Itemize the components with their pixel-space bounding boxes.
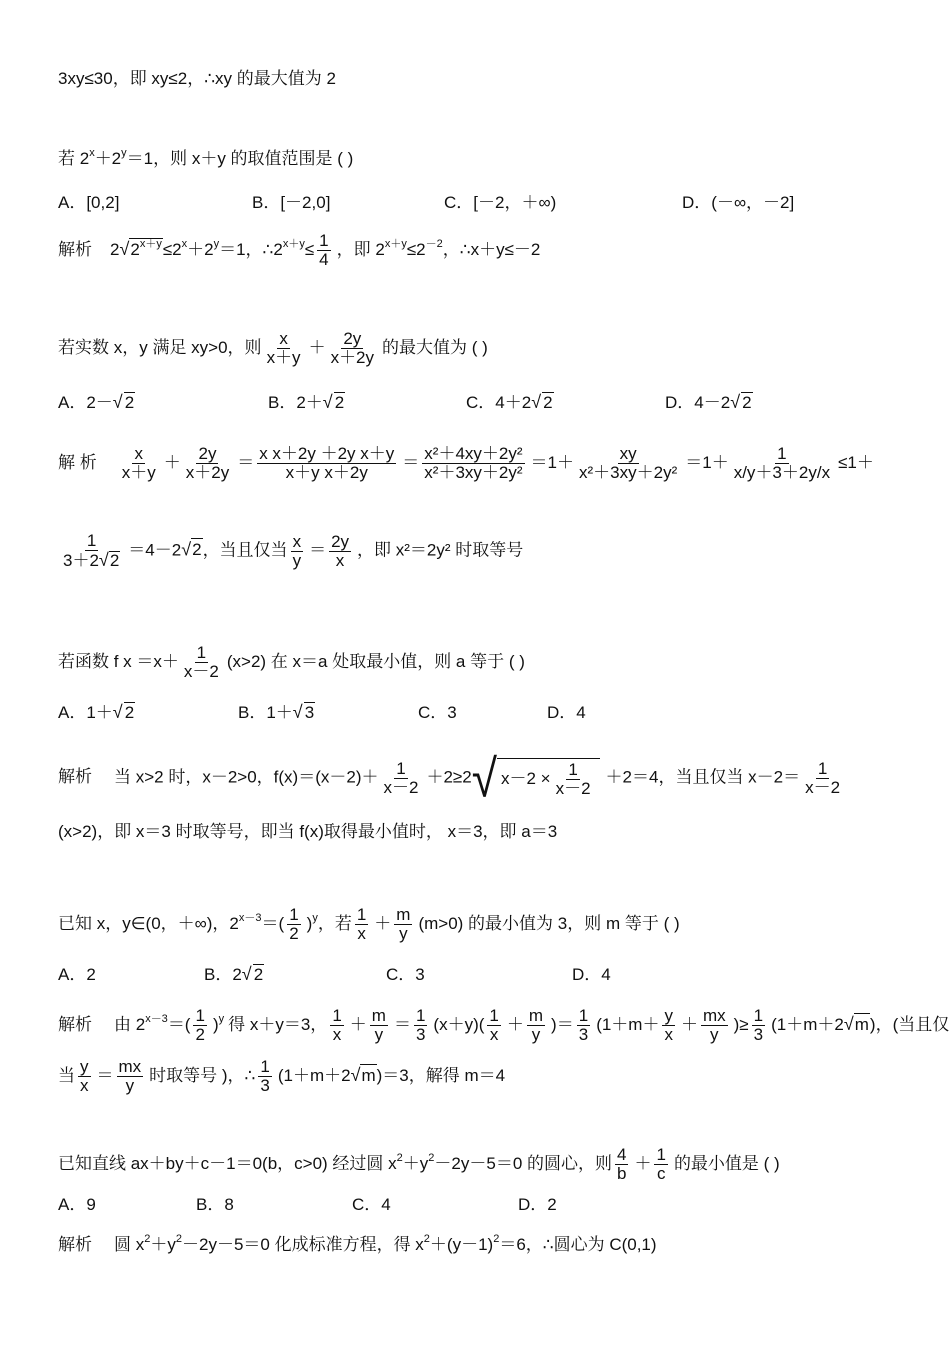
q4-f1-den: x (357, 924, 366, 943)
q4-option-d: D．4 (572, 965, 611, 984)
q1-sol-c: ＋2 (187, 239, 214, 259)
q2-eq3: ＝1＋ (530, 452, 574, 472)
q5-stem-c: －2y－5＝0 的圆心，则 (434, 1153, 612, 1173)
q2-frac-2 (329, 330, 376, 367)
q1-stem (58, 148, 353, 170)
q2-s-f2-num: 2y (198, 444, 217, 463)
q1-stem-a: 若 2 (58, 149, 90, 168)
q4-solution-line2: 当 $\frac{y}{x}$ ＝ $\frac{mx}{y}$ 时取等号 )，∴ $\frac{1}{3}$ (1＋m＋2√m)＝3，解得 m＝4 (58, 1057, 506, 1095)
q4-l2-fyx-den: x (80, 1076, 89, 1095)
q4-f2-num: m (396, 905, 411, 924)
q2-opt-c-text: C．4＋2 (466, 393, 532, 412)
q2-l2-f-den-rad: 2 (109, 551, 120, 570)
q2-option-d: D．4－2√ 2 (665, 392, 752, 412)
q4-stem-f: (m>0) 的最小值为 3，则 m 等于 ( ) (418, 913, 680, 933)
q3-rad-a: x－2 × (500, 768, 551, 788)
q5-plus: ＋ (634, 1153, 652, 1173)
q2-solution-line2: $\frac{1}{3+2√2}$ ＝4－2√2，当且仅当 $\frac{x}{y}$ ＝ $\frac{2y}{x}$ ，即 x²＝2y² 时取等号 (63, 531, 524, 570)
q4-l2-f13 (258, 1058, 271, 1095)
q2-option-c: C．4＋2√ 2 (466, 392, 553, 412)
q2-frac-1 (265, 330, 303, 367)
q4-s-f1x-num: 1 (332, 1006, 342, 1025)
q2-opt-c-rad: 2 (543, 393, 553, 412)
q2-opt-a-rad: 2 (124, 393, 135, 412)
q5-s-c: －2y－5＝0 化成标准方程，得 x (181, 1235, 424, 1254)
q4-s-rad-m: m (854, 1014, 869, 1034)
q3-s-frac (382, 760, 421, 797)
q3-big-sqrt: √ x－2 × $\frac{1}{x-2}$ (472, 755, 600, 801)
q2-opt-d-text: D．4－2 (665, 393, 731, 412)
q4-s-f1x2-num: 1 (489, 1006, 499, 1025)
q3-sf-den: x－2 (383, 777, 419, 797)
q1-sol-e: ≤ (304, 239, 315, 259)
q3-opt-a-text: A．1＋ (58, 703, 113, 722)
q5-s-d: ＋(y－1) (429, 1235, 494, 1254)
q1-sqrt (129, 238, 162, 261)
q2-eq2: ＝ (402, 452, 420, 472)
q4-l2-f13-den: 3 (260, 1076, 270, 1095)
q1-sol-sup-x: x (181, 237, 188, 250)
q4-s-g: )＝ (551, 1014, 574, 1034)
q5-s-sup-c: 2 (423, 1233, 430, 1245)
q2-s-f3-num: x x＋2y ＋2y x＋y (259, 444, 395, 463)
q5-f1-den: b (617, 1164, 627, 1183)
q2-l2-rad: 2 (192, 540, 202, 560)
q2-s-plus: ＋ (163, 452, 181, 472)
q5-s-a: 圆 x (114, 1235, 145, 1254)
q3-r-frac (554, 761, 593, 798)
q4-s-f13c-num: 1 (753, 1006, 764, 1025)
q4-s-a: 由 2 (114, 1014, 146, 1034)
q4-sol-label: 解析 (58, 1014, 92, 1034)
q2-eq4: ＝1＋ (685, 452, 729, 472)
q4-sup-xm3: x－3 (238, 911, 262, 924)
q3-sol-a: 当 x>2 时，x－2>0，f(x)＝(x－2)＋ (114, 767, 379, 787)
q1-sol-a: 2 (110, 239, 120, 259)
q1-option-b: B．[－2,0] (252, 193, 331, 212)
q4-s-f13b-den: 3 (578, 1025, 589, 1044)
q4-s-f1x2 (487, 1007, 500, 1044)
q4-stem-c: ) (306, 913, 313, 933)
q4-stem-d: ，若 (317, 913, 352, 933)
q2-stem-a: 若实数 x，y 满足 xy>0，则 (58, 337, 262, 357)
q2-option-a: A．2－√ 2 (58, 392, 135, 412)
q2-f1-den: x＋y (266, 348, 301, 367)
q1-rad-sup: x＋y (139, 237, 162, 250)
q5-solution (58, 1234, 657, 1256)
q1-option-c: C．[－2，＋∞) (444, 193, 557, 212)
q2-l2-fa (291, 533, 304, 570)
q2-s-f3-den: x＋y x＋2y (285, 463, 368, 482)
q4-s-half-den: 2 (195, 1025, 205, 1044)
q2-f2-den: x＋2y (330, 348, 375, 367)
q4-s-sup-xm3: x－3 (145, 1012, 168, 1025)
q1-sol-sup-y: y (213, 237, 220, 250)
q5-s-b: ＋y (150, 1235, 176, 1254)
q4-l2-b: 时取等号 )，∴ (149, 1065, 256, 1085)
q2-s-f6-den-c: 2y/x (798, 463, 831, 482)
q4-s-f13a-den: 3 (415, 1025, 426, 1044)
q3-f-num: 1 (196, 643, 207, 662)
q4-frac-1 (355, 906, 368, 943)
q3-option-c: C．3 (418, 703, 457, 722)
q5-s-sup-d: 2 (493, 1233, 500, 1245)
q5-option-c: C．4 (352, 1195, 391, 1214)
q4-s-fmy2 (527, 1007, 545, 1044)
q2-l2-fb (329, 533, 351, 570)
q3-opt-b-text: B．1＋ (238, 703, 293, 722)
q4-sup-y: y (312, 911, 318, 924)
q4-s-f13b-num: 1 (578, 1006, 589, 1025)
q4-s-f1x-den: x (332, 1025, 342, 1044)
q1-sol-sup-neg2: －2 (425, 237, 443, 250)
q4-s-fmy-num: m (371, 1006, 386, 1025)
q4-s-j: )≥ (733, 1014, 749, 1034)
q1-sol-sup-xy: x＋y (282, 237, 305, 250)
q2-l2-eq: ＝4－2 (128, 540, 182, 560)
q4-s-fmy-den: y (374, 1025, 384, 1044)
q1-frac-den: 4 (319, 250, 329, 269)
q1-sol-g: ≤2 (406, 239, 426, 259)
q2-s-f4 (422, 445, 524, 482)
q2-opt-d-rad: 2 (742, 393, 752, 412)
q4-half-den: 2 (289, 924, 299, 943)
q2-l2-fa-num: x (292, 531, 302, 551)
q3-opt-a-rad: 2 (124, 703, 135, 722)
q4-s-k: (1＋m＋2 (771, 1014, 844, 1034)
q3-sol-b: ＋2≥2 (426, 767, 472, 787)
q2-stem (58, 330, 488, 367)
q2-l2-f-den: 3＋2√2 (63, 550, 120, 570)
q3-option-a: A．1＋√ 2 (58, 702, 135, 722)
q4-stem (58, 906, 680, 943)
q3-stem-b: (x>2) 在 x＝a 处取最小值，则 a 等于 ( ) (226, 651, 525, 671)
q4-f1-num: 1 (356, 905, 367, 924)
q4-s-fmxy (701, 1007, 728, 1044)
q5-f2-num: 1 (656, 1145, 666, 1164)
q4-s-plus2: ＋ (506, 1014, 524, 1034)
q1-frac-num: 1 (319, 231, 329, 250)
q4-opt-b-text: B．2 (204, 965, 242, 984)
q1-sup-x: x (89, 147, 95, 159)
q1-stem-c: ＝1，则 x＋y 的取值范围是 ( ) (126, 149, 354, 168)
q4-s-h: (1＋m＋ (596, 1014, 660, 1034)
q5-sup-b: 2 (428, 1151, 435, 1164)
q3-rf-num: 1 (568, 760, 578, 779)
q4-option-b: B．2√ 2 (204, 964, 264, 984)
q4-s-f13a (414, 1007, 427, 1044)
q5-frac-1 (615, 1146, 628, 1183)
q4-s-f1x (330, 1007, 343, 1044)
q2-s-f5-den: x²＋3xy＋2y² (579, 463, 678, 482)
q4-s-f1x2-den: x (489, 1025, 499, 1044)
q2-l2-f-num: 1 (86, 531, 97, 550)
q5-frac-2 (654, 1146, 667, 1183)
q2-f2-num: 2y (343, 329, 362, 348)
q2-s-f4-num: x²＋4xy＋2y² (424, 444, 523, 463)
q4-s-d: 得 x＋y＝3， (228, 1014, 328, 1034)
q4-s-fyx-den: x (664, 1025, 673, 1044)
q4-s-c: ) (212, 1014, 219, 1034)
q5-s-e: ＝6，∴圆心为 C(0,1) (499, 1235, 657, 1254)
q4-s-fmy2-num: m (528, 1006, 544, 1025)
q4-l2-fmxy-den: y (125, 1076, 135, 1095)
q2-l2-fb-num: 2y (331, 531, 350, 551)
q1-frac-quarter (317, 232, 330, 269)
q3-sol-label: 解析 (58, 767, 92, 787)
q4-s-fyx-num: y (664, 1006, 673, 1025)
q3-stem-a: 若函数 f x ＝x＋ (58, 651, 179, 671)
q4-l2-f13-num: 1 (260, 1057, 270, 1076)
q5-s-sup-b: 2 (175, 1233, 182, 1245)
q3-stem (58, 644, 525, 681)
q2-sol-label: 解 析 (58, 452, 97, 472)
q5-sup-a: 2 (396, 1151, 403, 1164)
q2-s-f2-den: x＋2y (185, 463, 230, 482)
q3-ef-num: 1 (817, 758, 828, 778)
q2-s-f6-den (732, 464, 832, 482)
q4-s-l: )，(当且仅 (869, 1014, 950, 1034)
q4-s-plus1: ＋ (349, 1014, 367, 1034)
q2-l2-fa-den: y (292, 550, 302, 570)
q2-s-f5 (577, 445, 679, 482)
q2-stem-b: 的最大值为 ( ) (382, 337, 488, 357)
q1-sol-h: ，∴x＋y≤－2 (442, 239, 541, 259)
q4-l2-fyx (78, 1058, 91, 1095)
q5-stem-d: 的最小值是 ( ) (673, 1153, 780, 1173)
q1-sol-sup-xy2: x＋y (384, 237, 407, 250)
q2-l2-eq2: ＝ (309, 540, 327, 560)
q5-stem-a: 已知直线 ax＋by＋c－1＝0(b，c>0) 经过圆 x (58, 1153, 397, 1173)
q3-solution-line1 (58, 748, 848, 808)
q3-ef-den: x－2 (805, 777, 841, 797)
q2-s-f1-num: x (134, 444, 143, 463)
q2-l2-fb-den: x (335, 550, 345, 570)
q4-s-fmy (370, 1007, 388, 1044)
q5-option-a: A．9 (58, 1195, 96, 1214)
q4-l2-c: (1＋m＋2 (277, 1065, 351, 1085)
q1-stem-b: ＋2 (94, 149, 122, 168)
q4-s-b: ＝( (167, 1014, 191, 1034)
q4-s-i: ＋ (680, 1014, 698, 1034)
q4-s-fmxy-num: mx (702, 1006, 726, 1025)
q5-option-d: D．2 (518, 1195, 557, 1214)
q1-sol-f: ，即 2 (336, 239, 385, 259)
q4-l2-fmxy-num: mx (118, 1057, 142, 1076)
q4-s-f: (x＋y)( (433, 1014, 485, 1034)
q2-s-f1 (120, 445, 158, 482)
q4-s-f13a-num: 1 (415, 1006, 426, 1025)
q3-option-d: D．4 (547, 703, 586, 722)
q3-solution-line2: (x>2)，即 x＝3 时取等号，即当 f(x)取得最小值时， x＝3，即 a＝3 (58, 822, 558, 841)
q2-s-f5-num: xy (619, 444, 637, 463)
q1-sol-label: 解析 (58, 239, 92, 259)
q4-l2-a: 当 (58, 1065, 75, 1085)
q1-option-a: A．[0,2] (58, 193, 120, 212)
q2-le1: ≤1＋ (838, 452, 874, 472)
q2-solution-line1 (58, 445, 874, 482)
q4-l2-fmxy (117, 1058, 144, 1095)
q5-s-sup-a: 2 (144, 1233, 151, 1245)
q1-sol-b: ≤2 (162, 239, 182, 259)
q2-s-f1-den: x＋y (121, 463, 156, 482)
q1-rad-base: 2 (130, 239, 140, 259)
q4-f2-den: y (399, 924, 408, 943)
q4-s-half (193, 1007, 206, 1044)
q4-s-f13b (577, 1007, 590, 1044)
q4-option-a: A．2 (58, 965, 96, 984)
q5-f2-den: c (656, 1164, 666, 1183)
q2-option-b: B．2＋√ 2 (268, 392, 345, 412)
top-line: 3xy≤30，即 xy≤2，∴xy 的最大值为 2 (58, 69, 336, 88)
q3-frac (182, 644, 221, 681)
q2-s-f6-den-a: x/y (733, 463, 756, 482)
q4-s-fmy2-den: y (531, 1025, 541, 1044)
q4-option-c: C．3 (386, 965, 425, 984)
q1-sup-y: y (121, 147, 127, 159)
q4-solution-line1: 解析 由 $2^{x-3}=$( $\frac{1}{2}$ )$^y$ 得 x＋y＝3， $\frac{1}{x}$ ＋ $\frac{m}{y}$ ＝ $\frac{1}{3}$ (x＋y)( $\frac{1}{x}$ ＋ $\frac{m}{y}$ )＝ $\frac{1}{3}$ (1＋m＋ $\frac{y}{x}$ ＋ $\frac{mx}{y}$ )≥ $\frac{1}{3}$ (1＋m＋2√m)，(当且仅 (58, 1006, 950, 1044)
q3-sf-num: 1 (396, 758, 406, 778)
q1-solution: 解析 $2√2^{x+y}\le 2^x+2^y=1$，$\therefore 2^{x+y}\le$ $\frac{1}{4}$ ，即 $2^{x+y}\le 2^{-2}$，∴x＋y≤－2 (58, 231, 541, 269)
q5-stem-b: ＋y (402, 1153, 429, 1173)
q2-s-f6-den-b: ＋3＋ (755, 463, 799, 482)
q4-stem-a: 已知 x，y∈(0，＋∞)，2 (58, 913, 239, 933)
q2-s-f2 (184, 445, 231, 482)
q5-f1-num: 4 (617, 1145, 627, 1164)
q4-frac-2 (394, 906, 412, 943)
q2-s-f6 (732, 445, 832, 482)
q5-sol-label: 解析 (58, 1235, 92, 1254)
q2-eq1: ＝ (237, 452, 255, 472)
q2-l2-f-den-text: 3＋2 (63, 551, 99, 570)
q4-l2-rad-m: m (361, 1065, 376, 1085)
q2-opt-b-text: B．2＋ (268, 393, 323, 412)
q2-l2-text: ，当且仅当 (202, 540, 288, 560)
q2-s-f3 (257, 445, 396, 482)
q4-s-fmxy-den: y (710, 1025, 719, 1044)
q4-s-f13c-den: 3 (753, 1025, 764, 1044)
q4-stem-e: ＋ (374, 913, 392, 933)
q4-s-sup-y: y (218, 1012, 225, 1025)
q2-plus: ＋ (308, 337, 326, 357)
q3-f-den: x－2 (183, 662, 219, 681)
q4-opt-b-rad: 2 (253, 965, 264, 984)
q1-option-d: D．(－∞，－2] (682, 193, 795, 212)
q3-option-b: B．1＋√ 3 (238, 702, 315, 722)
q4-half-num: 1 (289, 905, 299, 924)
q5-stem (58, 1146, 780, 1183)
q2-l2-tail: ，即 x²＝2y² 时取等号 (357, 540, 524, 560)
q4-s-e: ＝ (393, 1014, 411, 1034)
q1-sol-d: ＝1，∴2 (219, 239, 283, 259)
q4-l2-eq: ＝ (96, 1065, 114, 1085)
q2-s-f4-den: x²＋3xy＋2y² (424, 463, 523, 482)
q3-e-frac (803, 760, 842, 797)
q4-s-fyx (662, 1007, 675, 1044)
q2-opt-b-rad: 2 (334, 393, 345, 412)
q4-l2-d: )＝3，解得 m＝4 (376, 1065, 506, 1085)
q2-s-f6-num: 1 (777, 444, 787, 463)
q4-stem-b: ＝( (261, 913, 285, 933)
q3-rf-den: x－2 (555, 779, 591, 798)
q5-option-b: B．8 (196, 1195, 234, 1214)
q4-frac-half (287, 906, 300, 943)
q2-opt-a-text: A．2－ (58, 393, 113, 412)
q2-l2-frac (61, 532, 122, 570)
q3-sol-c: ＋2＝4，当且仅当 x－2＝ (605, 767, 801, 787)
q4-s-f13c (752, 1007, 765, 1044)
q3-opt-b-rad: 3 (304, 703, 315, 722)
q2-f1-num: x (279, 329, 288, 348)
q4-s-half-num: 1 (195, 1006, 205, 1025)
q4-l2-fyx-num: y (80, 1057, 89, 1076)
